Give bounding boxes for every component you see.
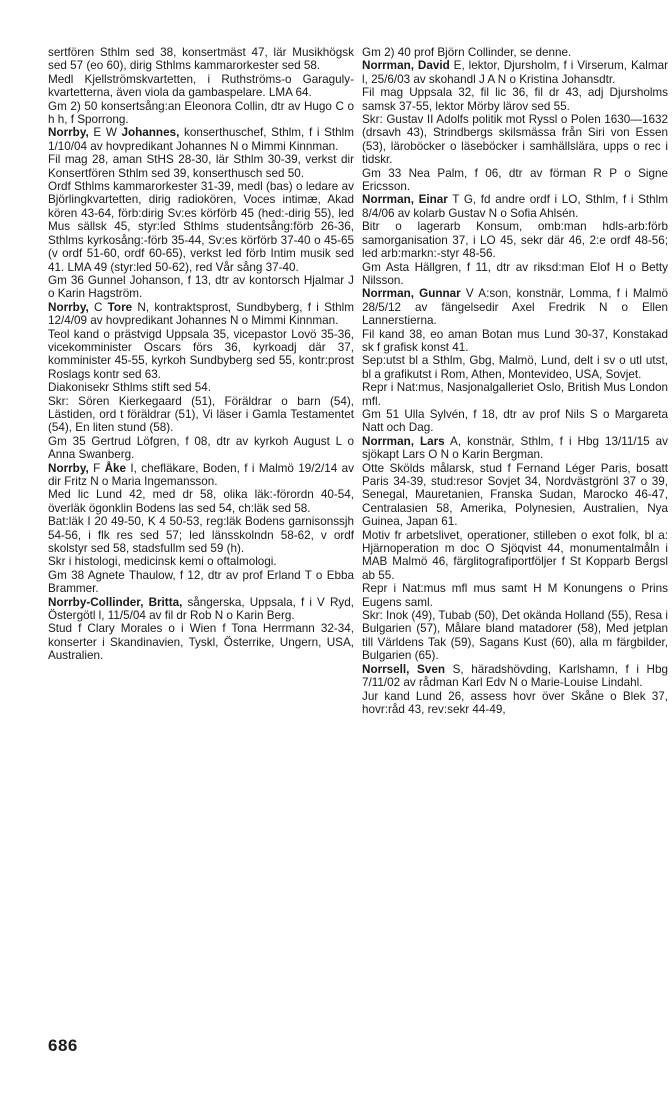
entry-name: Norrby, [48, 126, 89, 140]
entry-text: Gm 2) 50 konsertsång:an Eleonora Collin, dtr av Hugo C o h h, f Sporrong. [48, 99, 354, 127]
entry-name: Norrsell, Sven [362, 662, 445, 676]
right-paragraph [362, 86, 668, 113]
entry-text: Gm 51 Ulla Sylvén, f 18, dtr av prof Nils S o Margareta Natt och Dag. [362, 407, 668, 435]
right-paragraph [362, 381, 668, 408]
left-paragraph [48, 395, 354, 435]
right-paragraph [362, 663, 668, 690]
entry-name: F [88, 461, 105, 475]
right-paragraph [362, 690, 668, 717]
right-paragraph [362, 435, 668, 462]
entry-name: Norrman, David [362, 59, 450, 73]
left-paragraph [48, 555, 354, 568]
right-paragraph [362, 582, 668, 609]
entry-text: Otte Skölds målarsk, stud f Fernand Léger Paris, bosatt Paris 34-39, stud:resor Sovjet 34, Nordvästgrönl 37 o 39, Senegal, Mauretanien, Franska Sudan, Marocko 46-47, Centralasien 58, Amerika, Polynesien, Australien, Nya Guinea, Japan 61. [362, 461, 668, 529]
entry-name: Norrby, [48, 461, 89, 475]
entry-text: Fil mag 28, aman StHS 28-30, lär Sthlm 30-39, verkst dir Konsertfören Sthlm sed 39, konserthusch sed 50. [48, 153, 354, 180]
entry-name: Norrman, Lars [362, 434, 445, 448]
entry-text: S, häradshövding, Karlshamn, f i Hbg 7/11/02 av rådman Karl Edv N o Marie-Louise Lindahl. [362, 662, 668, 690]
entry-text: Ordf Sthlms kammarorkester 31-39, medl (bas) o ledare av Björlingkvartetten, dirig radiokören, Voces intimæ, Akad kören 43-64, förb:dirig Sv:es körförb 45 (hed:-dirig 55), led Mus sällsk 45, styr:led Sthlms studentsång:förb 26-36, Sthlms kyrkosång:-förb 35-44, Sv:es körförb 37-40 o 45-65 (v ordf 51-60, ordf 60-65), verkst led förb Intim musik sed 41. LMA 49 (styr:led 50-62), red Vår sång 37-40. [48, 180, 354, 274]
right-paragraph [362, 261, 668, 288]
page-number: 686 [48, 1036, 78, 1055]
left-paragraph [48, 126, 354, 153]
entry-text: Diakonisekr Sthlms stift sed 54. [48, 381, 212, 395]
left-column [48, 46, 354, 663]
entry-text: sångerska, Uppsala, f i V Ryd, Östergötl l, 11/5/04 av fil dr Rob N o Karin Berg. [48, 595, 354, 623]
right-paragraph [362, 287, 668, 327]
entry-text: Medl Kjellströmskvartetten, i Ruthströms-o Garaguly-kvartetterna, även viola da gambaspelare. LMA 64. [48, 72, 354, 100]
right-column [362, 46, 668, 716]
entry-name: E W [88, 126, 122, 140]
left-paragraph [48, 488, 354, 515]
entry-text: Teol kand o prästvigd Uppsala 35, vicepastor Lovö 35-36, vicekomminister Oscars förs 36, kyrkoadj där 37, komminister 45-55, kyrkoh Sundbyberg sed 55, kontr:prost Roslags kontr sed 63. [48, 327, 354, 381]
entry-text: Gm 36 Gunnel Johanson, f 13, dtr av kontorsch Hjalmar J o Karin Hagström. [48, 273, 354, 301]
entry-text: Skr: Inok (49), Tubab (50), Det okända Holland (55), Resa i Bulgarien (57), Målare bland matadorer (58), Med jetplan till Världens Tak (59), Sagans Kust (60), alla m färgbilder, Bulgarien (65). [362, 609, 668, 663]
entry-text: Gm 38 Agnete Thaulow, f 12, dtr av prof Erland T o Ebba Brammer. [48, 568, 354, 596]
right-paragraph [362, 220, 668, 260]
entry-text: Motiv fr arbetslivet, operationer, stilleben o exot folk, bl a: Hjärnoperation m doc O Sjöqvist 44, monumentalmåln i MAB Malmö 46, färglitografiportföljer f St Kopparb Bergsl ab 55. [362, 528, 668, 582]
entry-name: Åke [104, 461, 127, 475]
entry-name: Johannes, [121, 126, 180, 140]
right-paragraph [362, 46, 668, 59]
entry-text: Gm 33 Nea Palm, f 06, dtr av förman R P o Signe Ericsson. [362, 166, 668, 194]
entry-text: Stud f Clary Morales o i Wien f Tona Herrmann 32-34, konserter i Skandinavien, Tyskl, Österrike, Ungern, USA, Australien. [48, 622, 354, 663]
right-paragraph [362, 462, 668, 529]
entry-text: konserthuschef, Sthlm, f i Sthlm 1/10/04 av hovpredikant Johannes N o Mimmi Kinnman. [48, 126, 354, 153]
entry-text: E, lektor, Djursholm, f i Virserum, Kalmar l, 25/6/03 av skohandl J A N o Kristina Johansdtr. [362, 59, 668, 86]
left-paragraph [48, 462, 354, 489]
right-paragraph [362, 59, 668, 86]
entry-text: Gm Asta Hällgren, f 11, dtr av riksd:man Elof H o Betty Nilsson. [362, 260, 668, 287]
left-paragraph [48, 435, 354, 462]
right-paragraph [362, 328, 668, 355]
entry-text: Repr i Nat:mus mfl mus samt H M Konungens o Prins Eugens saml. [362, 582, 668, 609]
right-paragraph [362, 354, 668, 381]
right-paragraph [362, 408, 668, 435]
entry-text: Bat:läk I 20 49-50, K 4 50-53, reg:läk Bodens garnisonssjh 54-56, i flk res sed 57; led länsskolndn 58-62, v ordf skolstyr sed 58, stadsfullm sed 59 (h). [48, 515, 354, 556]
entry-text: Jur kand Lund 26, assess hovr över Skåne o Blek 37, hovr:råd 43, rev:sekr 44-49, [362, 689, 668, 716]
entry-text: Skr: Gustav II Adolfs politik mot Ryssl o Polen 1630—1632 (drsavh 43), Strindbergs skilsmässa från Siri von Essen (53), läroböcker o läseböcker i samhällslära, upps o rec i tidskr. [362, 113, 668, 167]
right-paragraph [362, 609, 668, 663]
left-paragraph [48, 153, 354, 180]
entry-text: Gm 35 Gertrud Löfgren, f 08, dtr av kyrkoh August L o Anna Swanberg. [48, 434, 354, 462]
entry-text: Med lic Lund 42, med dr 58, olika läk:-förordn 40-54, överläk ögonklin Bodens las sed 54, ch:läk sed 58. [48, 488, 354, 515]
right-paragraph [362, 529, 668, 583]
right-paragraph [362, 167, 668, 194]
entry-text: Skr i histologi, medicinsk kemi o oftalmologi. [48, 555, 277, 569]
left-paragraph [48, 622, 354, 662]
entry-text: Bitr o lagerarb Konsum, omb:man hdls-arb:förb samorganisation 37, i LO 45, sekr där 46, 2:e ordf 48-56; led arb:markn:-styr 48-56. [362, 220, 668, 261]
entry-text: I, chefläkare, Boden, f i Malmö 19/2/14 av dir Fritz N o Maria Ingemansson. [48, 461, 354, 488]
left-paragraph [48, 596, 354, 623]
entry-name: Norrby-Collinder, Britta, [48, 595, 183, 609]
entry-text: Fil mag Uppsala 32, fil lic 36, fil dr 43, adj Djursholms samsk 37-55, lektor Mörby lärov sed 55. [362, 86, 668, 113]
left-paragraph [48, 274, 354, 301]
left-paragraph [48, 515, 354, 555]
entry-name: Norrby, [48, 300, 89, 314]
left-paragraph [48, 328, 354, 382]
entry-text: Sep:utst bl a Sthlm, Gbg, Malmö, Lund, delt i sv o utl utst, bl a grafikutst i Rom, Athen, Montevideo, USA, Sovjet. [362, 354, 668, 381]
entry-text: Fil kand 38, eo aman Botan mus Lund 30-37, Konstakad sk f grafisk konst 41. [362, 327, 668, 354]
entry-text: sertfören Sthlm sed 38, konsertmäst 47, lär Musikhögsk sed 57 (eo 60), dirig Sthlms kammarorkester sed 58. [48, 46, 354, 73]
entry-text: A, konstnär, Sthlm, f i Hbg 13/11/15 av sjökapt Lars O N o Karin Bergman. [362, 434, 669, 462]
right-paragraph [362, 193, 668, 220]
left-paragraph [48, 73, 354, 100]
entry-text: N, kontraktsprost, Sundbyberg, f i Sthlm 12/4/09 av hovpredikant Johannes N o Mimmi Kinnman. [48, 300, 354, 328]
left-paragraph [48, 381, 354, 394]
entry-text: Repr i Nat:mus, Nasjonalgalleriet Oslo, British Mus London mfl. [362, 381, 668, 408]
left-paragraph [48, 46, 354, 73]
left-paragraph [48, 100, 354, 127]
entry-text: V A:son, konstnär, Lomma, f i Malmö 28/5/12 av fängelsedir Axel Fredrik N o Ellen Lannerstierna. [362, 287, 668, 328]
entry-name: C [88, 300, 108, 314]
entry-text: Gm 2) 40 prof Björn Collinder, se denne. [362, 46, 572, 59]
right-paragraph [362, 113, 668, 167]
entry-text: T G, fd andre ordf i LO, Sthlm, f i Sthlm 8/4/06 av kolarb Gustav N o Sofia Ahlsén. [362, 193, 668, 220]
entry-text: Skr: Sören Kierkegaard (51), Föräldrar o barn (54), Lästiden, ord t föräldrar (51), Vi läser i Gamla Testamentet (54), En liten stund (58). [48, 394, 354, 435]
entry-name: Norrman, Einar [362, 193, 448, 207]
entry-name: Norrman, Gunnar [362, 287, 461, 301]
left-paragraph [48, 301, 354, 328]
entry-name: Tore [107, 300, 133, 314]
left-paragraph [48, 569, 354, 596]
left-paragraph [48, 180, 354, 274]
